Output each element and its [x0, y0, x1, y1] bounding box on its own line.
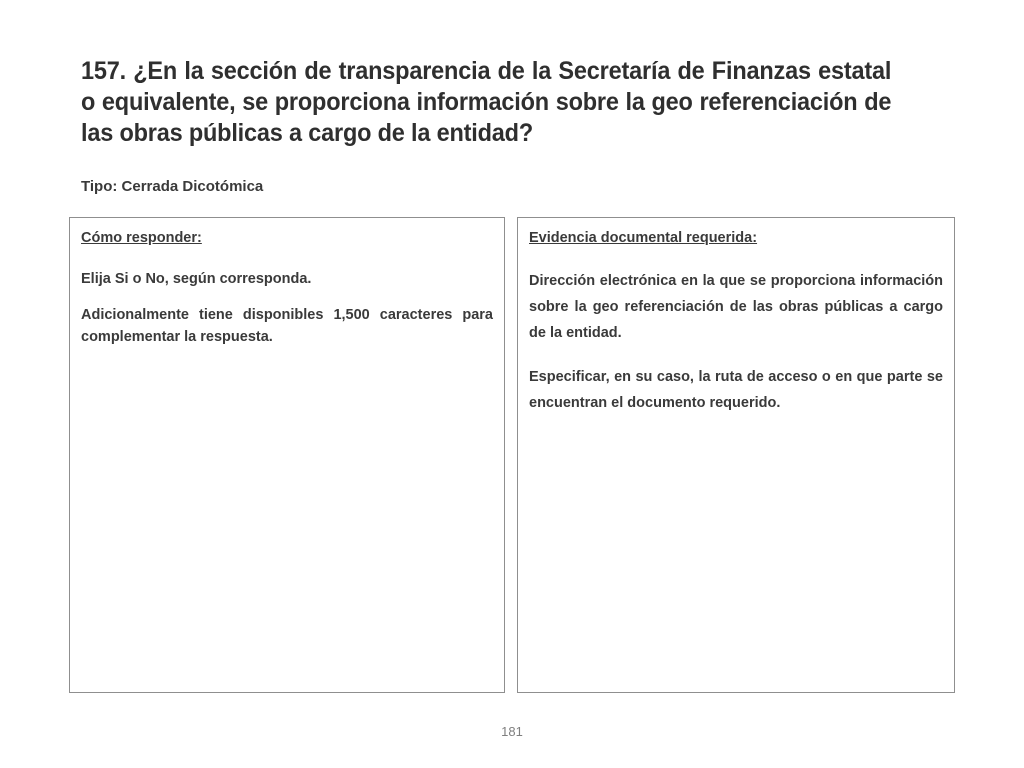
page-number: 181: [501, 724, 523, 739]
question-type: Tipo: Cerrada Dicotómica: [81, 178, 264, 195]
required-evidence-panel: [517, 217, 955, 693]
required-evidence-heading: Evidencia documental requerida:: [529, 230, 758, 246]
required-evidence-access-path: Especificar, en su caso, la ruta de acceso o en que parte se encuentran el documento requerido.: [529, 369, 943, 411]
how-to-answer-character-limit: Adicionalmente tiene disponibles 1,500 caracteres para complementar la respuesta.: [81, 307, 493, 345]
required-evidence-description: Dirección electrónica en la que se proporciona información sobre la geo referenciación de las obras públicas a cargo de la entidad.: [529, 273, 943, 341]
how-to-answer-instruction: Elija Si o No, según corresponda.: [81, 271, 312, 287]
how-to-answer-panel: [69, 217, 505, 693]
question-title: 157. ¿En la sección de transparencia de la Secretaría de Finanzas estatal o equivalente, se proporciona información sobre la geo referenciación de las obras públicas a cargo de la entidad?: [81, 57, 892, 147]
how-to-answer-heading: Cómo responder:: [81, 230, 202, 246]
